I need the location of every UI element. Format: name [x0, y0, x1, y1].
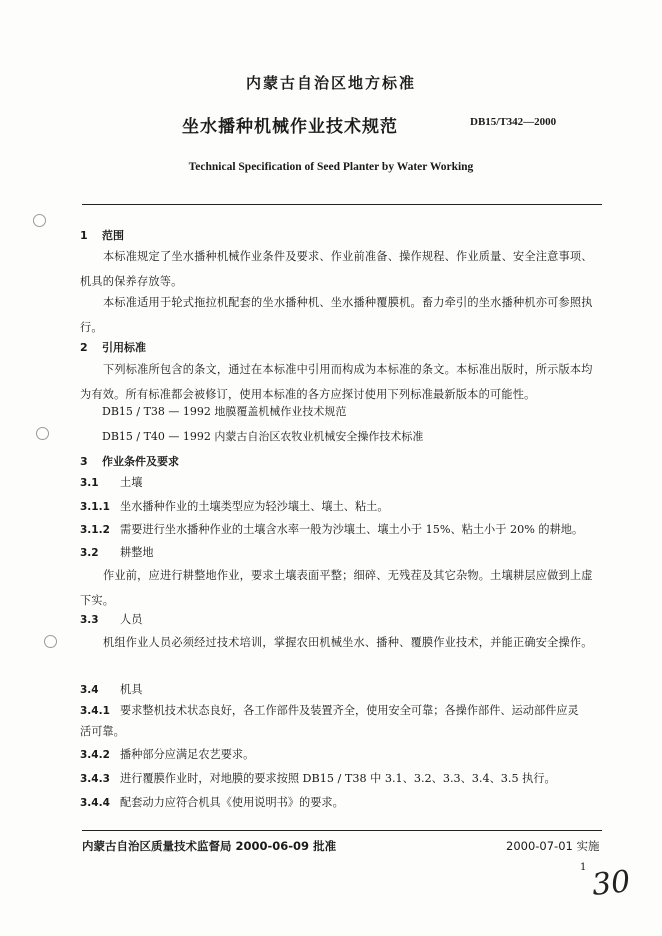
- reference-1: DB15 / T38 — 1992 地膜覆盖机械作业技术规范: [102, 405, 347, 418]
- reference-2: DB15 / T40 — 1992 内蒙古自治区农牧业机械安全操作技术标准: [102, 430, 424, 443]
- document-title: 坐水播种机械作业技术规范: [182, 117, 398, 137]
- section-3-4-heading: 3.4 机具: [80, 683, 143, 696]
- effective-date: 2000-07-01 实施: [506, 839, 600, 853]
- footer-rule: [82, 830, 602, 831]
- section-3-4-1-continued: 活可靠。: [80, 725, 125, 738]
- section-2-heading: [80, 339, 146, 355]
- section-number: 2: [80, 341, 88, 354]
- punch-hole-middle: [36, 427, 49, 440]
- section-number: 1: [80, 229, 88, 242]
- section-3-2-paragraph: 作业前，应进行耕整地作业，要求土壤表面平整；细碎、无残茬及其它杂物。土壤耕层应做到上虚下实。: [80, 569, 593, 607]
- section-3-4-3: 3.4.3 进行覆膜作业时，对地膜的要求按照 DB15 / T38 中 3.1、3.2、3.3、3.4、3.5 执行。: [80, 772, 556, 785]
- standard-code: DB15/T342—2000: [470, 116, 557, 128]
- punch-hole-bottom: [44, 635, 57, 648]
- handwritten-number: 30: [590, 864, 632, 903]
- section-title: 引用标准: [102, 341, 146, 354]
- section-3-3-paragraph: 机组作业人员必须经过技术培训，掌握农田机械坐水、播种、覆膜作业技术，并能正确安全操作。: [103, 636, 593, 649]
- section-title: 范围: [102, 229, 124, 242]
- section-1-paragraph-2: 本标准适用于轮式拖拉机配套的坐水播种机、坐水播种覆膜机。畜力牵引的坐水播种机亦可参照执行。: [80, 296, 593, 334]
- section-3-4-2: 3.4.2 播种部分应满足农艺要求。: [80, 748, 255, 761]
- section-3-2-heading: 3.2 耕整地: [80, 546, 154, 559]
- section-3-1-heading: 3.1 土壤: [80, 476, 143, 489]
- approval-statement: 内蒙古自治区质量技术监督局 2000-06-09 批准: [82, 839, 337, 853]
- header-rule: [82, 204, 602, 205]
- punch-hole-top: [33, 214, 46, 227]
- section-title: 作业条件及要求: [102, 455, 179, 468]
- section-1-heading: [80, 227, 124, 243]
- section-3-4-1: 3.4.1 要求整机技术状态良好，各工作部件及装置齐全，使用安全可靠；各操作部件、运动部件应灵: [80, 704, 579, 717]
- section-3-1-2: 3.1.2 需要进行坐水播种作业的土壤含水率一般为沙壤土、壤土小于 15%、粘土小于 20% 的耕地。: [80, 523, 584, 536]
- section-2-paragraph: 下列标准所包含的条文，通过在本标准中引用而构成为本标准的条文。本标准出版时，所示版本均为有效。所有标准都会被修订，使用本标准的各方应探讨使用下列标准最新版本的可能性。: [80, 363, 593, 401]
- section-3-4-4: 3.4.4 配套动力应符合机具《使用说明书》的要求。: [80, 796, 344, 809]
- section-3-heading: [80, 453, 179, 469]
- section-3-1-1: 3.1.1 坐水播种作业的土壤类型应为轻沙壤土、壤土、粘土。: [80, 500, 389, 513]
- section-3-3-heading: 3.3 人员: [80, 613, 143, 626]
- section-1-paragraph-1: 本标准规定了坐水播种机械作业条件及要求、作业前准备、操作规程、作业质量、安全注意事项、机具的保养存放等。: [80, 250, 593, 288]
- english-title: Technical Specification of Seed Planter by Water Working: [188, 161, 474, 173]
- standard-organization: 内蒙古自治区地方标准: [245, 74, 416, 92]
- page-number: 1: [580, 862, 587, 873]
- section-number: 3: [80, 455, 88, 468]
